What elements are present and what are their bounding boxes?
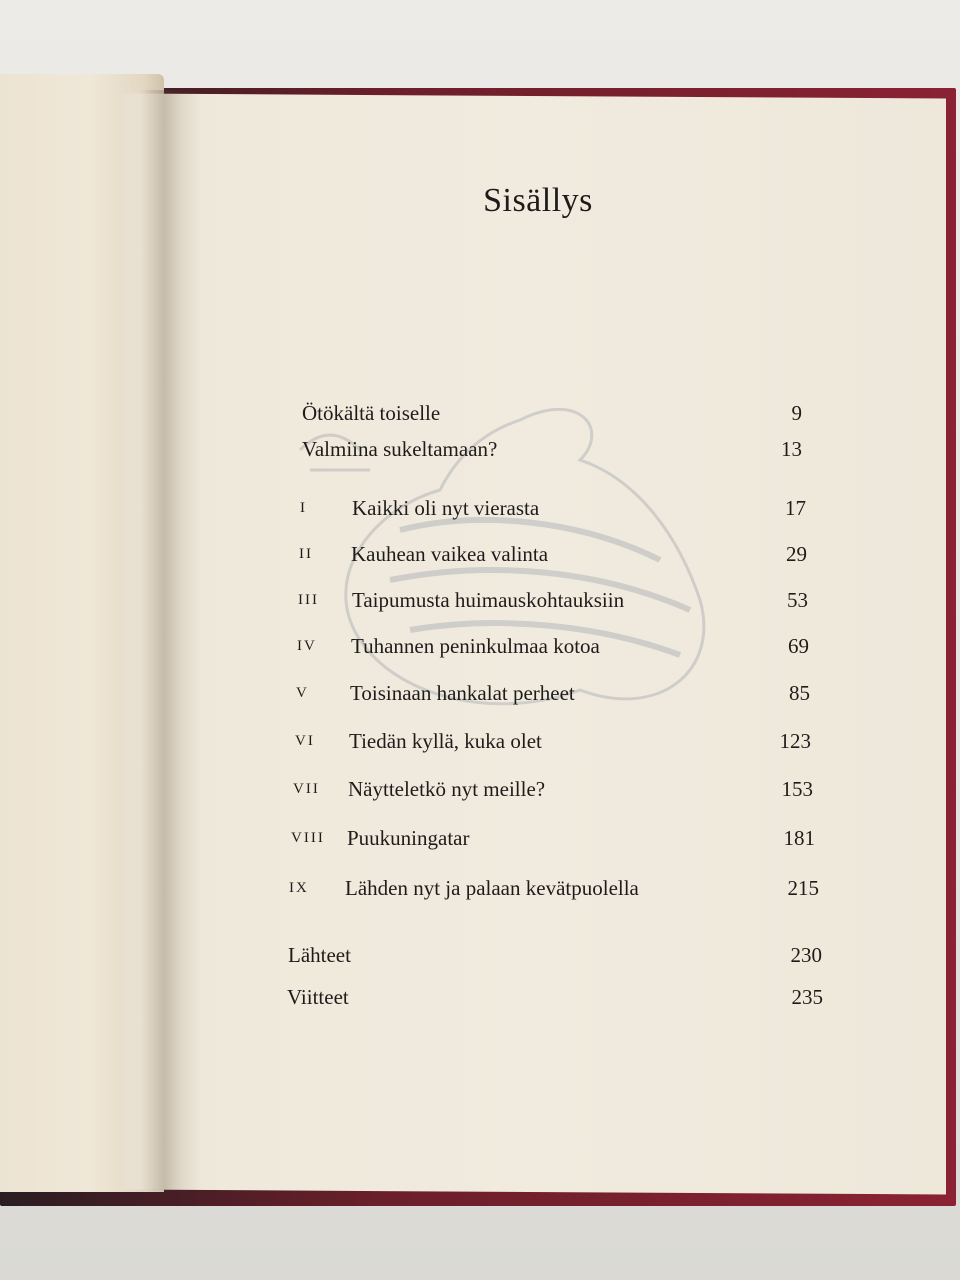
toc-entry [288,940,822,970]
toc-chapter-row [293,774,813,804]
toc-entry [302,434,802,464]
toc-chapter-row [289,873,817,903]
toc-chapter-row [298,585,808,615]
chapter-page: 69 [788,634,809,658]
chapter-number: IV [297,638,317,654]
chapter-page: 181 [783,826,815,850]
chapter-title: Näytteletkö nyt meille? [348,777,546,801]
chapter-page: 215 [787,876,819,900]
chapter-page: 123 [779,729,811,753]
toc-chapter-row [296,678,810,708]
toc-chapter-row [300,493,806,523]
chapter-page: 17 [785,496,806,520]
toc-title: Sisällys [483,182,593,219]
chapter-title: Lähden nyt ja palaan kevätpuolella [345,876,639,900]
toc-entry-label: Ötökältä toiselle [302,401,441,425]
chapter-title: Tuhannen peninkulmaa kotoa [351,634,600,658]
toc-entry-page: 230 [790,943,822,967]
chapter-number: IX [289,880,309,896]
chapter-title: Kaikki oli nyt vierasta [352,496,540,520]
chapter-title: Toisinaan hankalat perheet [350,681,575,705]
chapter-number: VII [293,781,320,797]
chapter-number: V [296,685,309,701]
toc-chapter-row [291,823,815,853]
toc-chapter-row [297,631,809,661]
toc-entry-label: Viitteet [287,985,349,1009]
chapter-number: II [299,546,313,562]
toc-entry [302,398,802,428]
toc-entry-page: 13 [781,437,802,461]
chapter-page: 153 [781,777,813,801]
chapter-page: 53 [787,588,808,612]
chapter-number: VIII [291,830,325,846]
chapter-page: 85 [789,681,810,705]
toc-entry-label: Valmiina sukeltamaan? [302,437,498,461]
chapter-title: Kauhean vaikea valinta [351,542,549,566]
toc-entry-label: Lähteet [288,943,351,967]
chapter-number: III [298,592,319,608]
chapter-title: Puukuningatar [347,826,470,850]
chapter-title: Tiedän kyllä, kuka olet [349,729,542,753]
chapter-page: 29 [786,542,807,566]
chapter-number: VI [295,733,315,749]
toc-entry [287,982,823,1012]
chapter-title: Taipumusta huimauskohtauksiin [352,588,625,612]
toc-chapter-row [295,726,811,756]
toc-entry-page: 9 [791,401,802,425]
toc-chapter-row [299,539,807,569]
toc-entry-page: 235 [791,985,823,1009]
chapter-number: I [300,500,307,516]
